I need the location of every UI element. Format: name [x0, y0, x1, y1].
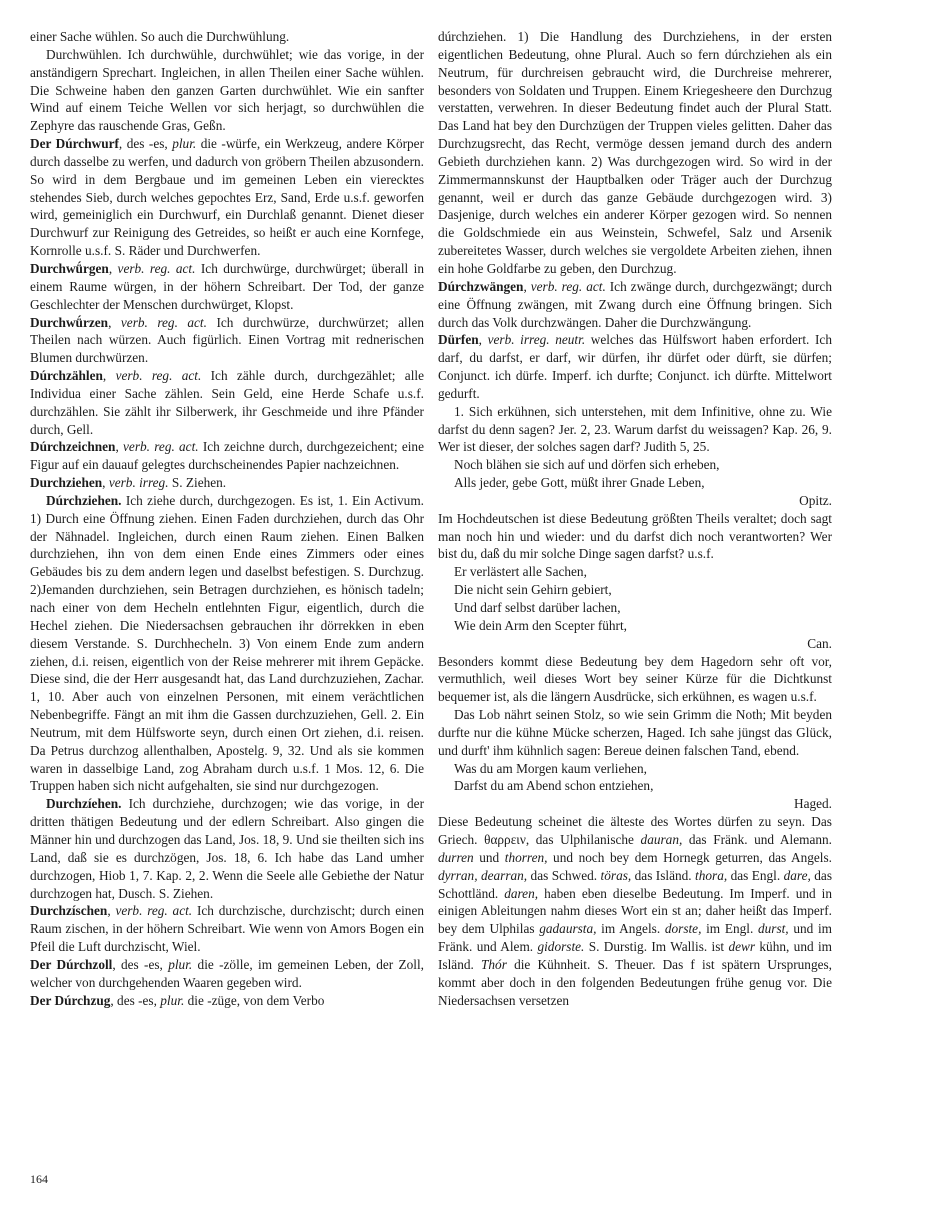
italic-term: verb. reg. act. [115, 368, 202, 384]
verse-line [438, 777, 832, 795]
italic-term: verb. irreg. neutr. [487, 332, 586, 348]
dictionary-entry [30, 474, 424, 492]
entry-text: das Schottländ. [438, 867, 832, 901]
verse-line [438, 563, 832, 581]
headword: Durchzíschen [30, 903, 108, 919]
entry-paragraph [438, 510, 832, 564]
dictionary-entry [30, 438, 424, 474]
entry-text: , [115, 439, 124, 455]
left-column [30, 28, 424, 1009]
headword: Der Dúrchzug [30, 992, 111, 1008]
headword: Dúrchziehen. [46, 492, 122, 508]
verse-line [438, 581, 832, 599]
entry-text: kühn, und im Isländ. [438, 939, 832, 972]
verse-line [438, 617, 832, 635]
entry-text: im Engl. [701, 921, 758, 937]
entry-paragraph [438, 653, 832, 707]
entry-text: , [102, 368, 116, 384]
entry-text: und noch bey dem Hornegk geturren, das Angels. [547, 849, 832, 865]
entry-text: , [107, 903, 116, 919]
italic-term: gidorste. [537, 939, 585, 955]
verse-source [438, 492, 832, 510]
entry-text: und [473, 849, 505, 865]
headword: Durchziehen [30, 475, 103, 491]
entry-text: Ich durchziehe, durchzogen; wie das vorige, in der dritten thätigen Bedeutung und der edlern Schreibart. Also gingen die Männer hin und durchzogen das Land, Jos. 18, 9. Und sie theilten sich ins Land, daß sie es durchzögen, Jos. 18, 6. Ich habe das Land umher durchzogen, Hiob 1, 7. Kap. 2, 2. Wenn die Seele alle Gebiethe der Natur durchzogen hat, Dusch. S. Ziehen. [30, 796, 424, 901]
italic-term: dorste, [664, 921, 702, 937]
italic-term: dewr [728, 939, 756, 955]
entry-text: , des -es, [110, 992, 161, 1008]
entry-text: dúrchziehen. 1) Die Handlung des Durchziehens, in der ersten eigentlichen Bedeutung, ohne Plural. Auch so fern dúrchziehen als ein Neutrum, für durchreisen gebraucht wird, die Durchreise mehrerer, besonders von Soldaten und Truppen. Einem Kriegesheere den Durchzug verstatten, verwehren. In dieser Bedeutung findet auch der Plural Statt. Das Land hat bey den Durchzügen der Truppen vieles gelitten. Daher das Durchzugsrecht, das Recht, vermöge dessen jemand durch des andern Gebieth durchziehen kann. 2) Was durchgezogen wird. So wird in der Zimmermannskunst der Hauptbalken oder Träger auch der Durchzug genannt, weil er durch das ganze Gebäude durchgezogen wird. 3) Dasjenige, durch welches ein anderer Körper gezogen wird. So nennen die Goldschmiede ein aus Weinstein, Schwefel, Salz und Arsenik zubereitetes Wasser, durch welches sie vergoldete Arbeiten ziehen, ihnen ein hohe Goldfarbe zu geben, den Durchzug. [438, 29, 832, 276]
entry-text: Ich durchzische, durchzischt; durch einen Raum zischen, in der höhern Schreibart. Wie wenn von Amors Bogen ein Pfeil die Luft durchzischt, Wiel. [30, 903, 424, 955]
entry-text: Noch blähen sie sich auf und dörfen sich erheben, [454, 457, 720, 473]
italic-term: verb. reg. act. [115, 903, 193, 919]
dictionary-entry [30, 956, 424, 992]
verse-source [438, 635, 832, 653]
italic-term: thora, [695, 867, 728, 883]
entry-text: , des -es, [112, 956, 169, 972]
dictionary-entry [438, 278, 832, 332]
dictionary-entry [30, 902, 424, 956]
entry-text: Die nicht sein Gehirn gebiert, [454, 582, 612, 598]
verse-line [438, 456, 832, 474]
dictionary-entry [30, 795, 424, 902]
entry-text: Besonders kommt diese Bedeutung bey dem Hagedorn sehr oft vor, vermuthlich, weil dieses Wort bey seiner Kürze für die Dichtkunst bequemer ist, als die längern Ausdrücke, sich erkühnen, es wagen u.s.f. [438, 653, 832, 705]
entry-text: , [102, 475, 109, 491]
right-column [438, 28, 832, 1009]
entry-text: und im Fränk. und Alem. [438, 921, 832, 955]
entry-text: Opitz. [799, 492, 832, 508]
entry-text: Durchwühlen. Ich durchwühle, durchwühlet; wie das vorige, in der anständigern Sprechart. Ingleichen, in allen Theilen einer Sache wühlen. Die Schweine haben den ganzen Garten durchwühlet. Wie ein sanfter Wind auf einem Teiche Wellen vor sich herjagt, so durchwühlen die Zephyre das rauschende Gras, Geßn. [30, 46, 424, 134]
entry-text: das Isländ. [631, 867, 696, 883]
italic-term: töras, [600, 867, 632, 883]
entry-text: Im Hochdeutschen ist diese Bedeutung größten Theils veraltet; doch sagt man noch hin und wieder: und du darfst dich noch verantworten? Wer bist du, daß du mir solche Dinge sagen darfst? u.s.f. [438, 510, 832, 562]
headword: Der Dúrchwurf [30, 136, 119, 152]
headword: Dúrchzwängen [438, 278, 524, 294]
headword: Dúrchzeichnen [30, 439, 116, 455]
entry-text: Das Lob nährt seinen Stolz, so wie sein Grimm die Noth; Mit beyden durfte nur die kühne Mücke scherzen, Haged. Ich sahe jüngst das Glück, und durft' ihm kühnlich sagen: Bereue deinen falschen Tand, ebend. [438, 707, 832, 758]
entry-text: die -züge, von dem Verbo [184, 992, 325, 1008]
entry-text: Ich ziehe durch, durchgezogen. Es ist, 1. Ein Activum. 1) Durch eine Öffnung ziehen. Einen Faden durchziehen, durch das Ohr der Nähnadel. Ingleichen, durch einen Raum ziehen. Einen Balken durchziehen, ihn von dem einen Ende eines Zimmers oder eines Gebäudes bis zu dem andern legen und daselbst befestigen. S. Durchzug. 2)Jemanden durchziehen, sein Betragen durchziehen, es hönisch tadeln; nach einer von dem Hecheln entlehnten Figur, eigentlich, durch die Hechel ziehen. Die Niedersachsen gebrauchen ihr dörrekken in eben diesem Verstande. S. Durchhecheln. 3) Von einem Ende zum andern ziehen, d.i. reisen, eigentlich von der Reise mehrerer mit ihrem Gepäcke. Diese sind, die der Herr ausgesandt hat, das Land durchzuziehen, Zachar. 1, 10. Aber auch von einzelnen Personen, mit einem verächtlichen Nebenbegriffe. Fängt an mit ihm die Gassen durchzuziehen, Gell. 2. Ein Neutrum, mit dem Hülfsworte seyn, durch einen Ort ziehen, d.i. reisen. Da Petrus durchzog allenthalben, Apostelg. 9, 32. Und als sie kommen waren in dasselbige Land, zog Abraham durch u.s.f. 1 Mos. 12, 6. Die Truppen haben sich nicht aufgehalten, sie sind nur durchgezogen. [30, 492, 424, 794]
headword: Durchwǘrgen [30, 260, 109, 276]
italic-term: verb. reg. act. [120, 314, 207, 330]
italic-term: gadaursta, [539, 921, 597, 937]
entry-text: das Fränk. und Alemann. [682, 831, 832, 847]
entry-text: Diese Bedeutung scheinet die älteste des Wortes dürfen zu seyn. Das Griech. θαρρειν, das Ulphilanische [438, 814, 832, 847]
verse-line [438, 599, 832, 617]
dictionary-entry [30, 367, 424, 438]
entry-paragraph [438, 813, 832, 1009]
dictionary-entry [30, 992, 424, 1010]
entry-text: Ich durchwürge, durchwürget; überall in einem Raume würgen, in der höhern Schreibart. Der Tod, der ganze Geschlechter der Menschen durchwürget, Klopst. [30, 260, 424, 312]
entry-text: Und darf selbst darüber lachen, [454, 600, 621, 615]
entry-paragraph [30, 46, 424, 135]
italic-term: verb. reg. act. [117, 260, 196, 276]
headword: Durchwǘrzen [30, 314, 109, 330]
italic-term: verb. reg. act. [530, 278, 606, 294]
dictionary-entry [30, 314, 424, 368]
entry-text: die -würfe, ein Werkzeug, andere Körper durch dasselbe zu werfen, und dadurch von gröbern Theilen abzusondern. So wird in dem Bergbaue und im gemeinen Leben ein vierecktes stehendes Sieb, durch welches gepochtes Erz, Sand, Erde u.s.f. geworfen wird, gemeiniglich ein Durchwurf, ein Durchlaß genannt. Dienet dieser Durchwurf zur Reinigung des Getreides, so heißt er auch eine Kornfege, Kornrolle u.s.f. S. Räder und Durchwerfen. [30, 136, 424, 259]
entry-text: Ich zwänge durch, durchgezwängt; durch eine Öffnung zwängen, mit Zwang durch eine Öffnung bringen. Sich durch das Volk durchzwängen. Daher die Durchzwängung. [438, 278, 832, 330]
entry-text: , [108, 260, 118, 276]
entry-text: im Angels. [596, 921, 665, 937]
entry-text: die Kühnheit. S. Theuer. Das f ist spätern Ursprunges, kommt aber doch in den folgenden Bedeutungen frühe genug vor. Die Niedersachsen versetzen [438, 956, 832, 1008]
headword: Dürfen [438, 332, 479, 348]
entry-text: Can. [807, 635, 832, 651]
verse-source [438, 795, 832, 813]
entry-text: die -zölle, im gemeinen Leben, der Zoll, welcher von durchgehenden Waaren gegeben wird. [30, 956, 424, 990]
italic-term: Thór [481, 956, 507, 972]
entry-text: das Engl. [727, 867, 784, 883]
entry-text: Er verlästert alle Sachen, [454, 564, 587, 580]
dictionary-entry [30, 260, 424, 314]
entry-text: , [108, 314, 121, 330]
italic-term: plur. [160, 992, 185, 1008]
entry-paragraph [438, 706, 832, 760]
verse-line [438, 474, 832, 492]
entry-paragraph [438, 403, 832, 457]
entry-text: Alls jeder, gebe Gott, müßt ihrer Gnade Leben, [454, 475, 705, 491]
entry-text: S. Ziehen. [168, 475, 227, 491]
entry-text: , [523, 278, 531, 294]
italic-term: verb. reg. act. [123, 439, 199, 455]
verse-line [438, 760, 832, 778]
italic-term: dare, [783, 867, 811, 883]
headword: Dúrchzählen [30, 368, 103, 384]
entry-text: Haged. [793, 796, 832, 812]
entry-text: Ich durchwürze, durchwürzet; allen Theilen nach würzen. Auch figürlich. Einen Vortrag mit rednerischen Blumen durchwürzen. [30, 314, 424, 366]
entry-text: 1. Sich erkühnen, sich unterstehen, mit dem Infinitive, ohne zu. Wie darfst du denn sagen? Jer. 2, 23. Warum darfst du weissagen? Kap. 26, 9. Wer ist dieser, der solches sagen darf? Judith 5, 25. [438, 403, 832, 455]
entry-text: Wie dein Arm den Scepter führt, [454, 617, 628, 633]
entry-paragraph [438, 28, 832, 278]
italic-term: durst, [757, 921, 789, 937]
dictionary-entry [30, 135, 424, 260]
entry-text: Ich zeichne durch, durchgezeichent; eine Figur auf ein dauauf gelegtes durchscheinendes Papier nachzeichnen. [30, 439, 424, 473]
italic-term: plur. [172, 136, 197, 152]
entry-text: , [478, 332, 488, 348]
italic-term: plur. [168, 956, 193, 972]
italic-term: dyrran, dearran, [438, 867, 528, 883]
dictionary-entry [30, 492, 424, 795]
page-number: 164 [30, 1172, 48, 1186]
italic-term: daren, [504, 885, 539, 901]
entry-text: , des -es, [118, 136, 173, 152]
entry-text: einer Sache wühlen. So auch die Durchwühlung. [30, 29, 290, 44]
entry-text: Ich zähle durch, durchgezählet; alle Individua einer Sache zählen. Sein Geld, eine Herde Schafe u.s.f. durchzählen. Sie zählt ihr Silberwerk, ihr Geschmeide und ihre Pfänder durch, Gell. [30, 368, 424, 437]
italic-term: dauran, [640, 831, 683, 847]
entry-text: haben eben dieselbe Bedeutung. Im Imperf. und in einigen Ableitungen nahm dieses Wort ein st an; daher heißt das Imperf. bey dem Ulphilas [438, 885, 832, 937]
entry-text: welches das Hülfswort haben erfordert. Ich darf, du darfst, er darf, wir dürfen, ihr dürfet oder dürft, sie dürfen; Conjunct. ich dürfe. Imperf. ich durfte; Conjunct. ich dürfte. Mittelwort gedurft. [438, 332, 832, 401]
entry-paragraph [30, 28, 424, 46]
entry-text: das Schwed. [527, 867, 601, 883]
entry-text: S. Durstig. Im Wallis. ist [584, 939, 729, 955]
italic-term: verb. irreg. [108, 475, 169, 491]
headword: Durchzíehen. [46, 796, 122, 812]
dictionary-entry [438, 331, 832, 402]
entry-text: Was du am Morgen kaum verliehen, [454, 760, 647, 776]
headword: Der Dúrchzoll [30, 956, 113, 972]
italic-term: durren [438, 849, 474, 865]
entry-text: Darfst du am Abend schon entziehen, [454, 778, 654, 794]
italic-term: thorren, [504, 849, 548, 865]
